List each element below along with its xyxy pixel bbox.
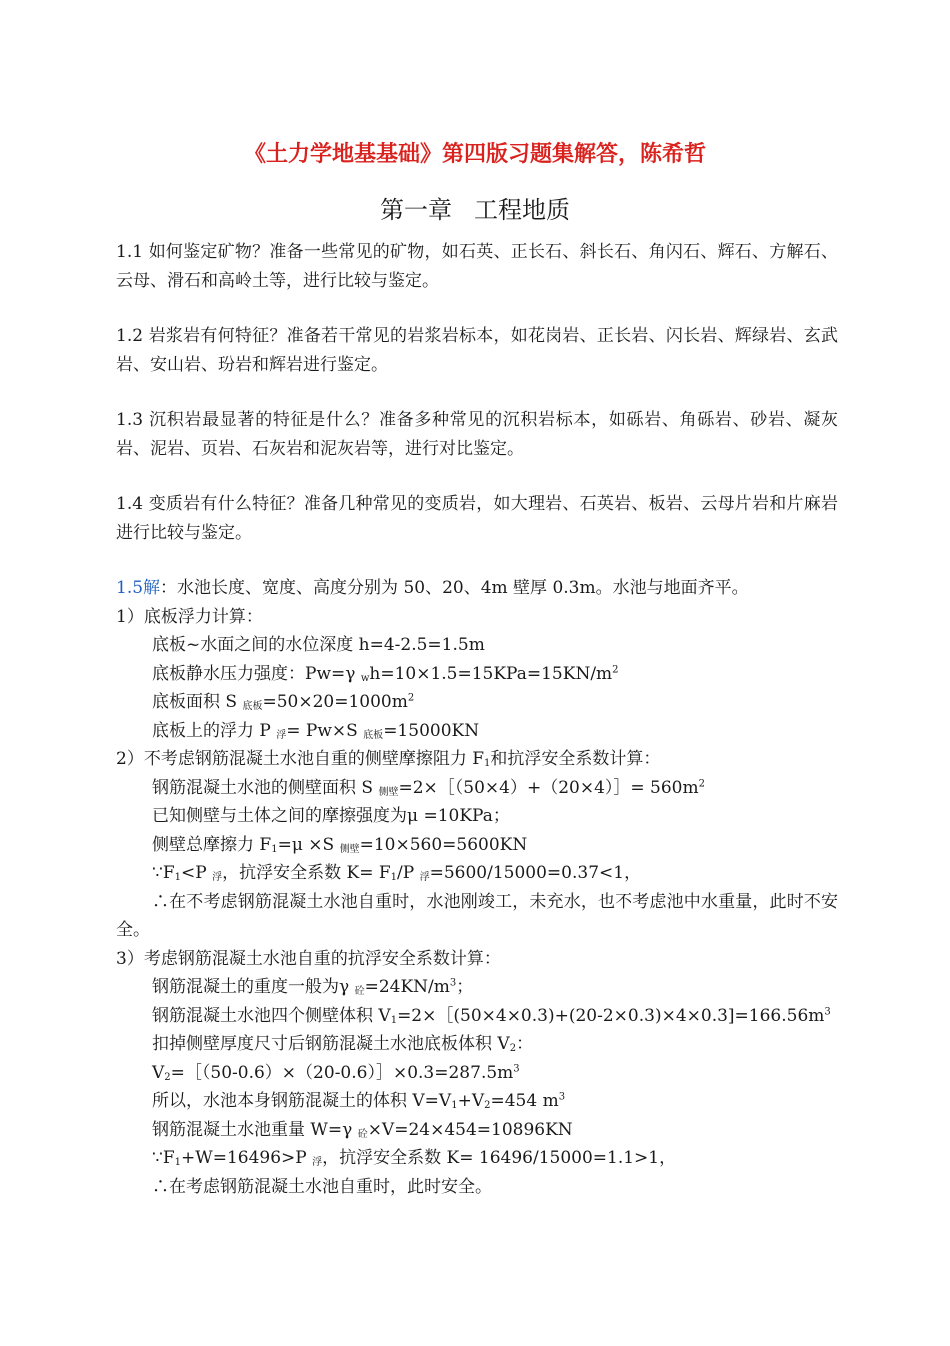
solution-intro: 1.5解：水池长度、宽度、高度分别为 50、20、4m 壁厚 0.3m。水池与地面齐平。 [116,578,749,598]
question-text: 变质岩有什么特征？准备几种常见的变质岩，如大理岩、石英岩、板岩、云母片岩和片麻岩进行比较与鉴定。 [116,494,838,543]
safety-factor-line: $\because F_1<P$ $_浮$，抗浮安全系数 $K= F_1/P$ $_浮$=5600/15000=0.37<1， [152,863,642,883]
side-area-line: 钢筋混凝土水池的侧壁面积 S $_{侧壁}$=2×［（50×4）+（20×4）］= $560m^2$ [152,777,705,798]
question-1-4 [116,490,838,547]
conclusion-safe: ∴在考虑钢筋混凝土水池自重时，此时安全。 [152,1176,492,1197]
question-1-1 [116,238,838,295]
friction-force-line: 侧壁总摩擦力 $F_1=\mu \times S$ $_{侧壁}$=10×560=5600KN [152,834,528,855]
solution-label: 1.5解 [116,578,161,598]
chapter-name: 工程地质 [474,196,570,224]
buoyancy-line: 底板上的浮力 P $_浮$= Pw×S $_{底板}$=15000KN [152,720,480,741]
conclusion-unsafe: ∴在不考虑钢筋混凝土水池自重时，水池刚竣工，未充水，也不考虑池中水重量，此时不安全。 [116,891,838,940]
area-line: 底板面积 S $_{底板}=50\times 20=1000m^2$ [152,692,415,712]
question-1-3 [116,406,838,463]
chapter-number: 第一章 [380,196,452,224]
step-1-heading: 1）底板浮力计算： [116,606,263,627]
step-3-heading: 3）考虑钢筋混凝土水池自重的抗浮安全系数计算： [116,948,501,969]
total-volume-line: 所以，水池本身钢筋混凝土的体积 $V=V_1+V_2=454$ $m^3$ [152,1091,566,1111]
friction-strength-line: 已知侧壁与土体之间的摩擦强度为μ =10KPa； [152,806,510,826]
base-volume-heading: 扣掉侧壁厚度尺寸后钢筋混凝土水池底板体积 $V_2$： [152,1034,534,1054]
question-text: 如何鉴定矿物？准备一些常见的矿物，如石英、正长石、斜长石、角闪石、辉石、方解石、云母、滑石和高岭土等，进行比较与鉴定。 [116,242,838,291]
question-1-2 [116,322,838,379]
weight-line: 钢筋混凝土水池重量 W=γ $_砼$×V=24×454=10896KN [152,1119,573,1140]
question-number: 1.3 [116,410,144,430]
water-depth-line: 底板~水面之间的水位深度 h=4-2.5=1.5m [152,635,485,655]
question-text: 沉积岩最显著的特征是什么？准备多种常见的沉积岩标本，如砾岩、角砾岩、砂岩、凝灰岩、泥岩、页岩、石灰岩和泥灰岩等，进行对比鉴定。 [116,410,838,459]
final-safety-factor-line: $\because F_1+W=16496>P$ $_浮$，抗浮安全系数 K= 16496/15000=1.1>1， [152,1148,677,1168]
unit-weight-line: 钢筋混凝土的重度一般为γ $_砼=24KN/m^3$； [152,977,474,997]
solution-1-5 [116,574,838,1201]
wall-volume-line: 钢筋混凝土水池四个侧壁体积 $V_1=2\times[(50\times 4\times 0.3)+(20-2\times 0.3)\times 4\times 0.3]=166.56m^3$ [152,1005,831,1026]
question-number: 1.1 [116,242,144,262]
question-number: 1.2 [116,326,144,346]
base-volume-line: $V_2=[(50-0.6)\times(20-0.6)]\times 0.3=287.5m^3$ [152,1062,520,1083]
chapter-heading [0,193,950,227]
document-title: 《土力学地基基础》第四版习题集解答，陈希哲 [243,141,706,167]
document-body [116,238,838,1201]
pressure-line: 底板静水压力强度：Pw=γ $_wh=10\times 1.5=15KPa=15KN/m^2$ [152,663,619,684]
step-2-heading: 2）不考虑钢筋混凝土水池自重的侧壁摩擦阻力 $F_1$和抗浮安全系数计算： [116,749,661,769]
question-number: 1.4 [116,494,144,514]
question-text: 岩浆岩有何特征？准备若干常见的岩浆岩标本，如花岗岩、正长岩、闪长岩、辉绿岩、玄武岩、安山岩、玢岩和辉岩进行鉴定。 [116,326,838,375]
